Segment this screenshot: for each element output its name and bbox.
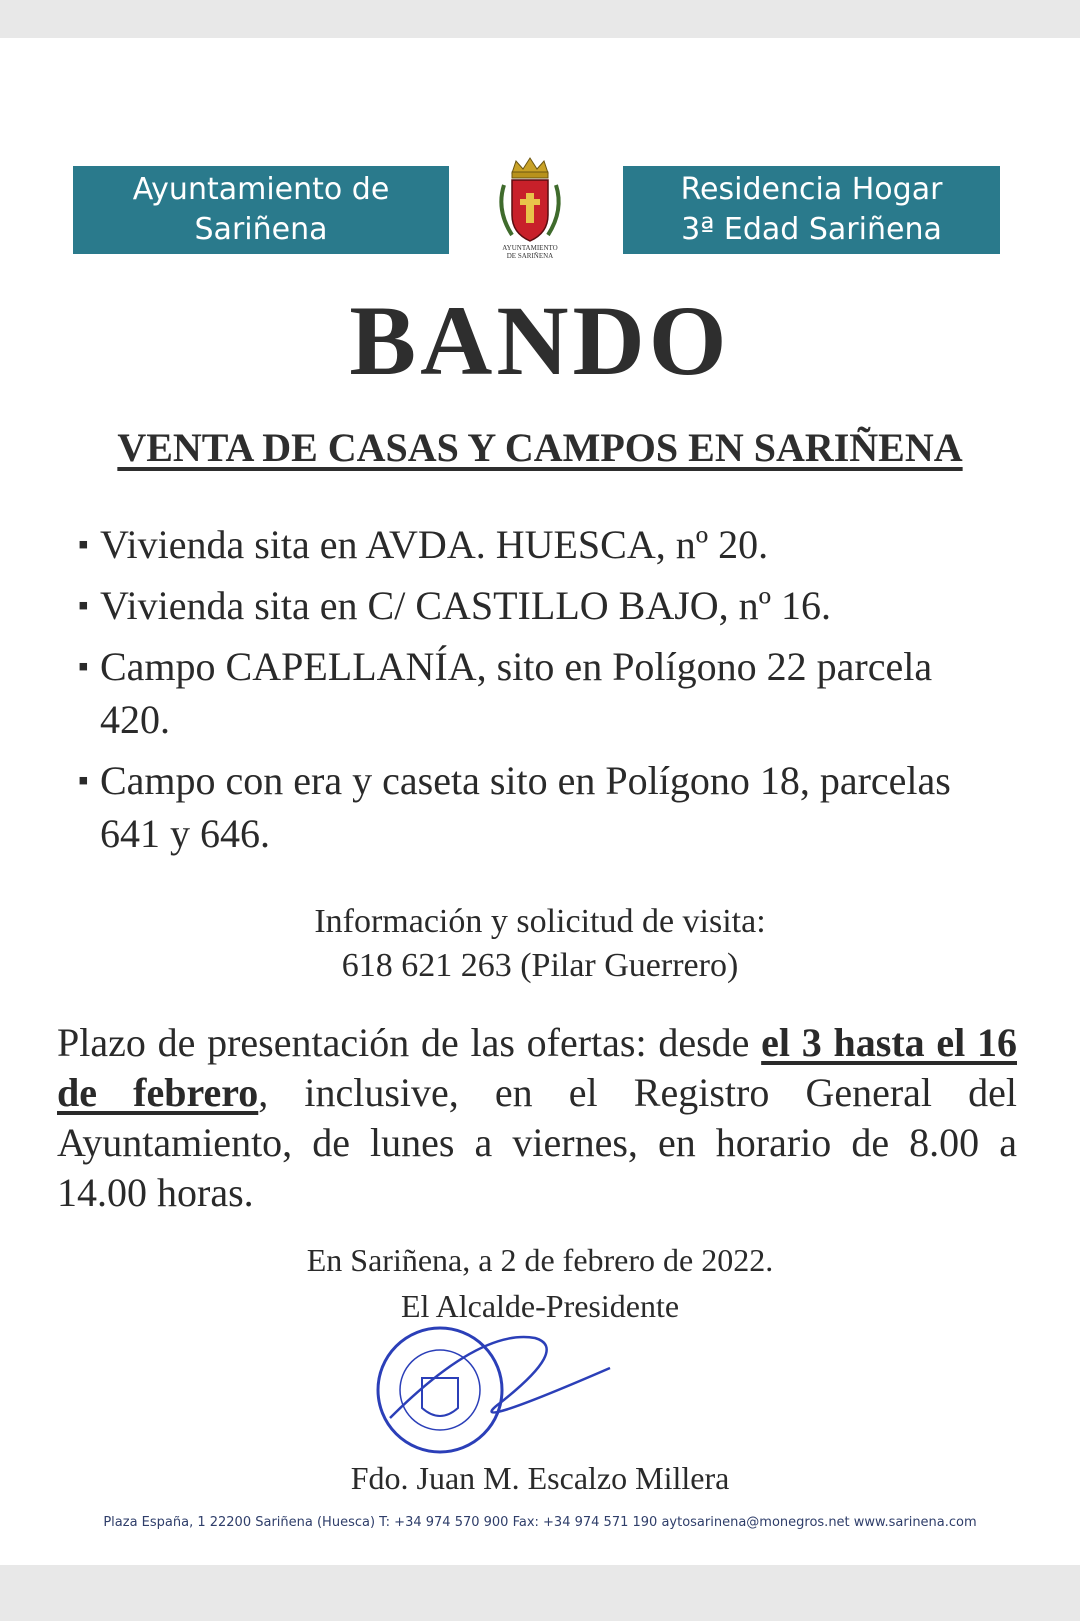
list-item-text: Campo CAPELLANÍA, sito en Polígono 22 parcela 420. <box>100 644 933 742</box>
footer-contact: Plaza España, 1 22200 Sariñena (Huesca) T: +34 974 570 900 Fax: +34 974 571 190 aytosarinena@monegros.net www.sarinena.com <box>103 1515 977 1530</box>
header-ayuntamiento-box <box>73 166 449 254</box>
header-left-line1: Ayuntamiento de <box>132 172 390 207</box>
list-item <box>78 579 978 632</box>
bullet-icon: ▪ <box>78 650 89 683</box>
list-item-text: Campo con era y caseta sito en Polígono 18, parcelas 641 y 646. <box>100 758 951 856</box>
bullet-icon: ▪ <box>78 589 89 622</box>
contact-info-label: Información y solicitud de visita: <box>314 903 766 940</box>
official-seal-icon <box>360 1308 630 1468</box>
crest-caption-line2: DE SARIÑENA <box>506 252 554 260</box>
header-left-line2: Sariñena <box>194 212 328 247</box>
signer-name: Fdo. Juan M. Escalzo Millera <box>350 1460 730 1496</box>
list-item-text: Vivienda sita en AVDA. HUESCA, nº 20. <box>100 522 769 567</box>
document-page <box>0 38 1080 1565</box>
signer-role: El Alcalde-Presidente <box>400 1288 680 1324</box>
contact-phone: 618 621 263 (Pilar Guerrero) <box>341 947 739 984</box>
list-item <box>78 754 978 860</box>
list-item <box>78 518 978 571</box>
header-right-line1: Residencia Hogar <box>680 172 943 207</box>
bullet-icon: ▪ <box>78 528 89 561</box>
deadline-dates: el 3 hasta el 16 de febrero <box>57 1020 1017 1115</box>
property-list <box>78 518 978 868</box>
deadline-text-after: , inclusive, en el Registro General del Ayuntamiento, de lunes a viernes, en horario de 8.00 a 14.00 horas. <box>57 1070 1018 1215</box>
contact-info <box>0 900 1080 988</box>
date-line: En Sariñena, a 2 de febrero de 2022. <box>306 1242 774 1278</box>
list-item <box>78 640 978 746</box>
list-item-text: Vivienda sita en C/ CASTILLO BAJO, nº 16. <box>100 583 832 628</box>
header-right-line2: 3ª Edad Sariñena <box>681 212 942 247</box>
deadline-text-before: Plazo de presentación de las ofertas: desde <box>57 1020 762 1065</box>
bullet-icon: ▪ <box>78 764 89 797</box>
crest-caption <box>480 244 580 260</box>
page-subtitle: VENTA DE CASAS Y CAMPOS EN SARIÑENA <box>117 425 963 470</box>
deadline-paragraph <box>57 1018 1017 1218</box>
header-residencia-box <box>623 166 1000 254</box>
crest-caption-line1: AYUNTAMIENTO <box>502 244 558 252</box>
page-title: BANDO <box>349 285 731 396</box>
